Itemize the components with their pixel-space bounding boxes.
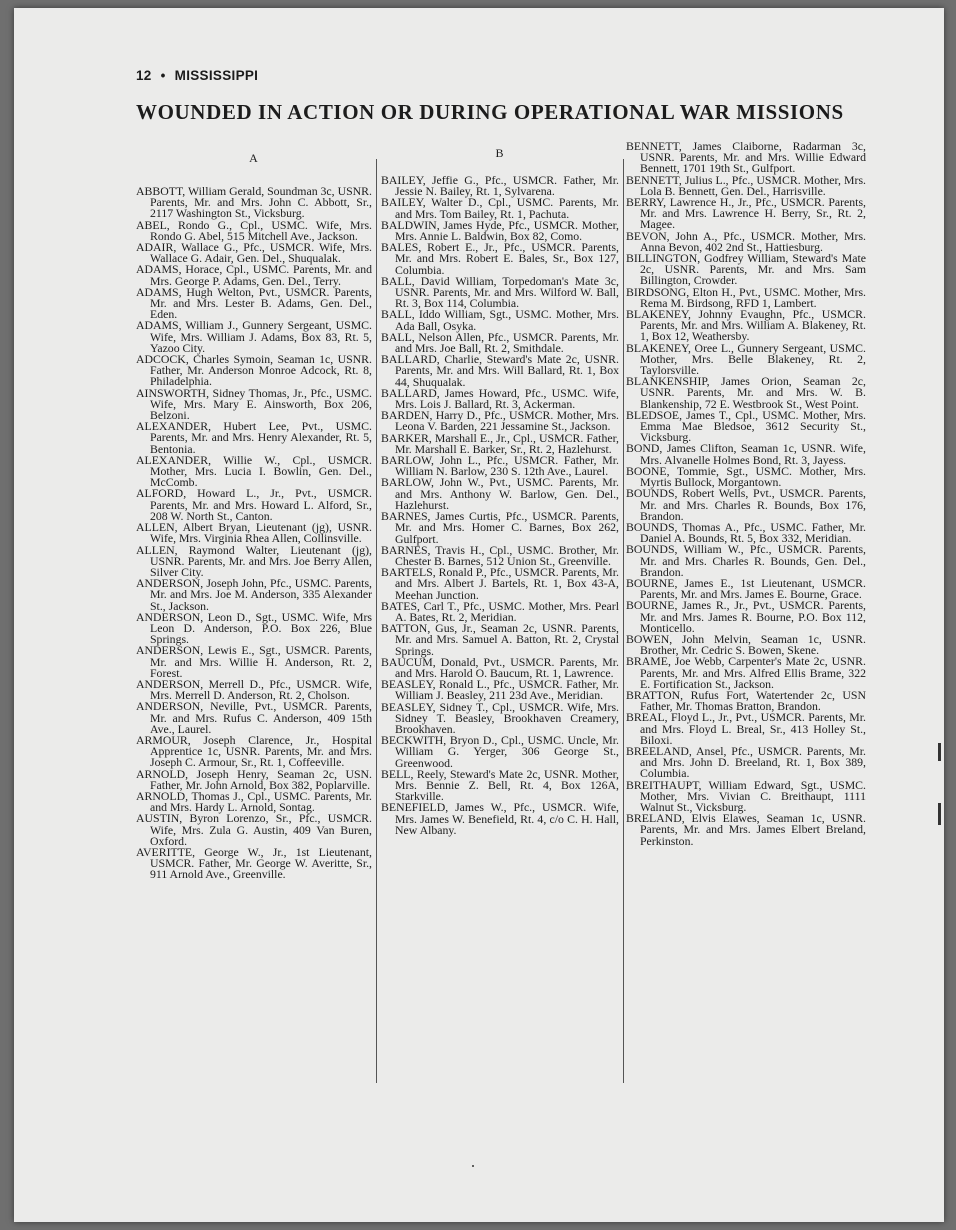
entry-list [136,186,372,881]
casualty-entry: BILLINGTON, Godfrey William, Steward's Mate 2c, USNR. Parents, Mr. and Mrs. Sam Billington, Crowder. [626,251,866,288]
casualty-entry: AUSTIN, Byron Lorenzo, Sr., Pfc., USMCR. Wife, Mrs. Zula G. Austin, 409 Van Buren, Oxford. [136,811,372,848]
entry-list [381,175,619,836]
casualty-entry: BALDWIN, James Hyde, Pfc., USMCR. Mother, Mrs. Annie L. Baldwin, Box 82, Como. [381,217,619,244]
casualty-entry: BALLARD, James Howard, Pfc., USMC. Wife, Mrs. Lois J. Ballard, Rt. 3, Ackerman. [381,385,619,412]
casualty-entry: ADAIR, Wallace G., Pfc., USMCR. Wife, Mrs. Wallace G. Adair, Gen. Del., Shuqualak. [136,240,372,266]
casualty-entry: BARNES, Travis H., Cpl., USMC. Brother, Mr. Chester B. Barnes, 512 Union St., Greenville. [381,542,619,568]
casualty-entry: BARLOW, John W., Pvt., USMC. Parents, Mr. and Mrs. Anthony W. Barlow, Gen. Del., Hazlehurst. [381,475,619,512]
casualty-entry: BLAKENEY, Oree L., Gunnery Sergeant, USMC. Mother, Mrs. Belle Blakeney, Rt. 2, Taylorsville. [626,340,866,378]
column-divider [376,159,377,1083]
casualty-entry: BRATTON, Rufus Fort, Watertender 2c, USN Father, Mr. Thomas Bratton, Brandon. [626,687,866,714]
casualty-entry: BALL, Nelson Allen, Pfc., USMCR. Parents, Mr. and Mrs. Joe Ball, Rt. 2, Smithdale. [381,329,619,356]
casualty-entry: ALFORD, Howard L., Jr., Pvt., USMCR. Parents, Mr. and Mrs. Howard L. Alford, Sr., 208 W. North St., Canton. [136,486,372,523]
casualty-entry: ANDERSON, Neville, Pvt., USMCR. Parents, Mr. and Mrs. Rufus C. Anderson, 409 15th Ave., Laurel. [136,699,372,736]
casualty-entry: ANDERSON, Joseph John, Pfc., USMC. Parents, Mr. and Mrs. Joe M. Anderson, 335 Alexander St., Jackson. [136,576,372,613]
casualty-entry: BALL, Iddo William, Sgt., USMC. Mother, Mrs. Ada Ball, Osyka. [381,307,619,333]
casualty-entry: BOUNDS, Robert Wells, Pvt., USMCR. Parents, Mr. and Mrs. Charles R. Bounds, Box 176, Brandon. [626,486,866,523]
column-letter: B [495,146,505,160]
casualty-entry: ALLEN, Albert Bryan, Lieutenant (jg), USNR. Wife, Mrs. Virginia Rhea Allen, Collinsville. [136,520,372,546]
casualty-entry: BECKWITH, Bryon D., Cpl., USMC. Uncle, Mr. William G. Yerger, 306 George St., Greenwood. [381,733,619,770]
running-head [136,68,258,83]
casualty-entry: ADAMS, Horace, Cpl., USMC. Parents, Mr. and Mrs. George P. Adams, Gen. Del., Terry. [136,262,372,288]
page-number: 12 [136,68,152,83]
casualty-entry: BALL, David William, Torpedoman's Mate 3c, USNR. Parents, Mr. and Mrs. Wilford W. Ball, Rt. 3, Box 114, Columbia. [381,273,619,311]
binding-mark [472,1165,474,1167]
casualty-entry: ABBOTT, William Gerald, Soundman 3c, USNR. Parents, Mr. and Mrs. John C. Abbott, Sr., 2117 Washington St., Vicksburg. [136,184,372,221]
casualty-entry: ALLEN, Raymond Walter, Lieutenant (jg), USNR. Parents, Mr. and Mrs. Joe Berry Allen, Silver City. [136,542,372,579]
casualty-entry: BALES, Robert E., Jr., Pfc., USMCR. Parents, Mr. and Mrs. Robert E. Bales, Sr., Box 127, Columbia. [381,240,619,277]
casualty-entry: BELL, Reely, Steward's Mate 2c, USNR. Mother, Mrs. Bennie Z. Bell, Rt. 4, Box 126A, Starkville. [381,766,619,804]
casualty-entry: BOUNDS, Thomas A., Pfc., USMC. Father, Mr. Daniel A. Bounds, Rt. 5, Box 332, Meridian. [626,519,866,546]
casualty-entry: BREITHAUPT, William Edward, Sgt., USMC. Mother, Mrs. Vivian C. Breithaupt, 1111 Walnut St., Vicksburg. [626,777,866,814]
casualty-entry: ADCOCK, Charles Symoin, Seaman 1c, USNR. Father, Mr. Anderson Monroe Adcock, Rt. 8, Philadelphia. [136,352,372,389]
casualty-entry: BREELAND, Ansel, Pfc., USMCR. Parents, Mr. and Mrs. John D. Breeland, Rt. 1, Box 389, Columbia. [626,743,866,781]
entry-list [626,141,866,847]
column-divider [623,159,624,1083]
casualty-entry: BOURNE, James E., 1st Lieutenant, USMCR. Parents, Mr. and Mrs. James E. Bourne, Grace. [626,575,866,602]
casualty-entry: BERRY, Lawrence H., Jr., Pfc., USMCR. Parents, Mr. and Mrs. Lawrence H. Berry, Sr., Rt. 2, Magee. [626,195,866,232]
casualty-entry: BENNETT, James Claiborne, Radarman 3c, USNR. Parents, Mr. and Mrs. Willie Edward Bennett, 1701 19th St., Gulfport. [626,139,866,176]
casualty-entry: BEASLEY, Sidney T., Cpl., USMCR. Wife, Mrs. Sidney T. Beasley, Brookhaven Creamery, Brookhaven. [381,699,619,736]
casualty-entry: ADAMS, Hugh Welton, Pvt., USMCR. Parents, Mr. and Mrs. Lester B. Adams, Gen. Del., Eden. [136,284,372,322]
casualty-entry: ABEL, Rondo G., Cpl., USMC. Wife, Mrs. Rondo G. Abel, 515 Mitchell Ave., Jackson. [136,217,372,243]
binding-mark [938,803,941,825]
document-page [14,8,944,1222]
casualty-entry: BARLOW, John L., Pfc., USMCR. Father, Mr. William N. Barlow, 230 S. 12th Ave., Laurel. [381,453,619,479]
casualty-entry: BOWEN, John Melvin, Seaman 1c, USNR. Brother, Mr. Cedric S. Bowen, Skene. [626,631,866,658]
casualty-entry: BEVON, John A., Pfc., USMCR. Mother, Mrs. Anna Bevon, 402 2nd St., Hattiesburg. [626,228,866,254]
casualty-entry: BEASLEY, Ronald L., Pfc., USMCR. Father, Mr. William J. Beasley, 211 23d Ave., Meridian. [381,677,619,703]
casualty-entry: BARKER, Marshall E., Jr., Cpl., USMCR. Father, Mr. Marshall E. Barker, Sr., Rt. 2, Hazlehurst. [381,430,619,456]
casualty-entry: AVERITTE, George W., Jr., 1st Lieutenant, USMCR. Father, Mr. George W. Averitte, Sr., 911 Arnold Ave., Greenville. [136,844,372,882]
bullet: • [160,68,166,83]
casualty-entry: BIRDSONG, Elton H., Pvt., USMC. Mother, Mrs. Rema M. Birdsong, RFD 1, Lambert. [626,284,866,310]
casualty-entry: BOURNE, James R., Jr., Pvt., USMCR. Parents, Mr. and Mrs. James R. Bourne, P.O. Box 112, Monticello. [626,598,866,635]
casualty-entry: BAILEY, Walter D., Cpl., USMC. Parents, Mr. and Mrs. Tom Bailey, Rt. 1, Pachuta. [381,195,619,221]
casualty-entry: BOND, James Clifton, Seaman 1c, USNR. Wife, Mrs. Alvanelle Holmes Bond, Rt. 3, Jayess. [626,441,866,467]
column-a [136,141,372,881]
casualty-entry: ANDERSON, Merrell D., Pfc., USMCR. Wife, Mrs. Merrell D. Anderson, Rt. 2, Cholson. [136,676,372,703]
casualty-entry: ALEXANDER, Willie W., Cpl., USMCR. Mother, Mrs. Lucia I. Bowlin, Gen. Del., McComb. [136,452,372,490]
casualty-entry: BATES, Carl T., Pfc., USMC. Mother, Mrs. Pearl A. Bates, Rt. 2, Meridian. [381,598,619,624]
casualty-entry: BALLARD, Charlie, Steward's Mate 2c, USNR. Parents, Mr. and Mrs. Will Ballard, Rt. 1, Box 44, Shuqualak. [381,352,619,389]
casualty-entry: BRAME, Joe Webb, Carpenter's Mate 2c, USNR. Parents, Mr. and Mrs. Alfred Ellis Brame, 322 E. Fortification St., Jackson. [626,654,866,691]
casualty-entry: BOUNDS, William W., Pfc., USMCR. Parents, Mr. and Mrs. Charles R. Bounds, Gen. Del., Brandon. [626,542,866,579]
casualty-entry: BARTELS, Ronald P., Pfc., USMCR. Parents, Mr. and Mrs. Albert J. Bartels, Rt. 1, Box 43-A, Meehan Junction. [381,565,619,602]
casualty-entry: BENNETT, Julius L., Pfc., USMCR. Mother, Mrs. Lola B. Bennett, Gen. Del., Harrisville. [626,172,866,198]
casualty-entry: BENEFIELD, James W., Pfc., USMCR. Wife, Mrs. James W. Benefield, Rt. 4, c/o C. H. Hall, New Albany. [381,800,619,837]
casualty-entry: BLAKENEY, Johnny Evaughn, Pfc., USMCR. Parents, Mr. and Mrs. William A. Blakeney, Rt. 1, Box 12, Weathersby. [626,307,866,344]
column-b [381,141,619,836]
casualty-entry: BOONE, Tommie, Sgt., USMC. Mother, Mrs. Myrtis Bullock, Morgantown. [626,463,866,490]
casualty-entry: ADAMS, William J., Gunnery Sergeant, USMC. Wife, Mrs. William J. Adams, Box 83, Rt. 5, Yazoo City. [136,318,372,355]
casualty-entry: ARNOLD, Thomas J., Cpl., USMC. Parents, Mr. and Mrs. Hardy L. Arnold, Sontag. [136,788,372,815]
casualty-entry: ALEXANDER, Hubert Lee, Pvt., USMC. Parents, Mr. and Mrs. Henry Alexander, Rt. 5, Bentonia. [136,419,372,456]
binding-mark [938,743,941,761]
casualty-entry: BLEDSOE, James T., Cpl., USMC. Mother, Mrs. Emma Mae Bledsoe, 3612 Security St., Vicksburg. [626,407,866,445]
casualty-entry: BAILEY, Jeffie G., Pfc., USMCR. Father, Mr. Jessie N. Bailey, Rt. 1, Sylvarena. [381,173,619,199]
state-name: MISSISSIPPI [174,68,259,83]
casualty-entry: BATTON, Gus, Jr., Seaman 2c, USNR. Parents, Mr. and Mrs. Samuel A. Batton, Rt. 2, Crystal Springs. [381,621,619,658]
casualty-entry: BARDEN, Harry D., Pfc., USMCR. Mother, Mrs. Leona V. Barden, 221 Jessamine St., Jackson. [381,408,619,434]
casualty-entry: BREAL, Floyd L., Jr., Pvt., USMCR. Parents, Mr. and Mrs. Floyd L. Breal, Sr., 413 Holley St., Biloxi. [626,710,866,747]
casualty-entry: BLANKENSHIP, James Orion, Seaman 2c, USNR. Parents, Mr. and Mrs. W. B. Blankenship, 72 E. Westbrook St., West Point. [626,374,866,411]
column-c [626,141,866,847]
casualty-entry: BAUCUM, Donald, Pvt., USMCR. Parents, Mr. and Mrs. Harold O. Baucum, Rt. 1, Lawrence. [381,654,619,680]
casualty-entry: ANDERSON, Lewis E., Sgt., USMCR. Parents, Mr. and Mrs. Willie H. Anderson, Rt. 2, Forest. [136,643,372,680]
column-letter: A [249,151,259,165]
casualty-entry: AINSWORTH, Sidney Thomas, Jr., Pfc., USMC. Wife, Mrs. Mary E. Ainsworth, Box 206, Belzoni. [136,385,372,423]
casualty-entry: BRELAND, Elvis Elawes, Seaman 1c, USNR. Parents, Mr. and Mrs. James Elbert Breland, Perkinston. [626,811,866,848]
casualty-entry: ANDERSON, Leon D., Sgt., USMC. Wife, Mrs Leon D. Anderson, P.O. Box 226, Blue Springs. [136,609,372,647]
casualty-entry: BARNES, James Curtis, Pfc., USMCR. Parents, Mr. and Mrs. Homer C. Barnes, Box 262, Gulfport. [381,509,619,546]
casualty-entry: ARMOUR, Joseph Clarence, Jr., Hospital Apprentice 1c, USNR. Parents, Mr. and Mrs. Joseph C. Armour, Sr., Rt. 1, Coffeeville. [136,732,372,770]
casualty-entry: ARNOLD, Joseph Henry, Seaman 2c, USN. Father, Mr. John Arnold, Box 382, Poplarville. [136,766,372,792]
page-title: WOUNDED IN ACTION OR DURING OPERATIONAL WAR MISSIONS [136,100,844,124]
